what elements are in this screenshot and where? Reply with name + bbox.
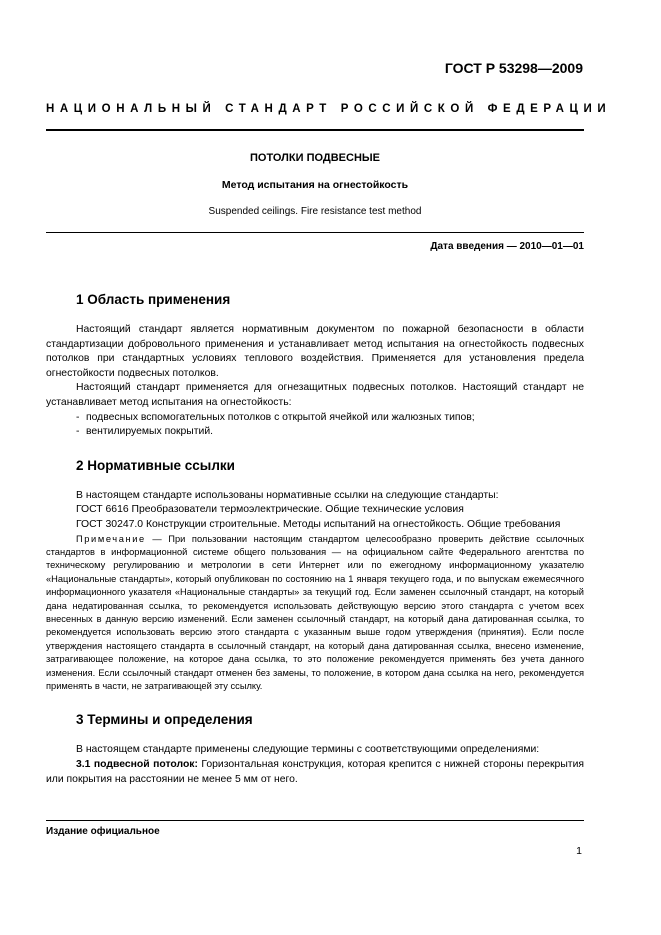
reference-item: ГОСТ 30247.0 Конструкции строительные. Методы испытаний на огнестойкость. Общие требования (76, 518, 561, 530)
section-terms-definitions (46, 711, 584, 787)
section-scope (46, 291, 584, 440)
note-label: Примечание (76, 533, 146, 544)
document-body (46, 291, 584, 787)
paragraph: В настоящем стандарте использованы нормативные ссылки на следующие стандарты: (76, 489, 499, 501)
section-heading: 1 Область применения (76, 292, 231, 307)
paragraph: В настоящем стандарте применены следующие термины с соответствующими определениями: (76, 744, 540, 756)
list-item-text: вентилируемых покрытий. (86, 426, 214, 438)
term-definition (46, 758, 584, 787)
term-definition-text: Горизонтальная конструкция, которая крепится с нижней стороны перекрытия или покрытия на расстоянии не менее 5 мм от него. (46, 759, 584, 785)
exclusion-list (46, 411, 584, 440)
list-item-text: подвесных вспомогательных потолков с открытой ячейкой или жалюзных типов; (86, 411, 475, 423)
section-heading: 2 Нормативные ссылки (76, 457, 235, 473)
note-text: — При пользовании настоящим стандартом целесообразно проверить действие ссылочных стандартов в информационной системе общего пользования — на официальном сайте Федерального агентства по техническому регулированию и метрологии в сети Интернет или по ежегодному информационному указателю «Национальные стандарты», который опубликован по состоянию на 1 января текущего года, и по выпускам ежемесячного информационного указателя «Национальные стандарты» за текущий год. Если заменен ссылочный стандарт, на который дана недатированная ссылка, то рекомендуется использовать действующую версию этого стандарта с учетом всех внесенных в данную версию изменений. Если заменен ссылочный стандарт, на который дана датированная ссылка, то рекомендуется использовать версию этого стандарта с указанным выше годом утверждения (принятия). Если после утверждения настоящего стандарта в ссылочный стандарт, на который дана датированная ссылка, внесено изменение, затрагивающее положение, на которое дана ссылка, то это положение рекомендуется применять без учета данного изменения. Если ссылочный стандарт отменен без замены, то положение, в котором дана ссылка на него, рекомендуется применять в части, не затрагивающей эту ссылку. (46, 533, 584, 691)
reference-item: ГОСТ 6616 Преобразователи термоэлектрические. Общие технические условия (76, 504, 464, 516)
list-item: - вентилируемых покрытий. (76, 426, 214, 438)
document-subtitle: Метод испытания на огнестойкость (221, 179, 409, 191)
document-title: ПОТОЛКИ ПОДВЕСНЫЕ (249, 152, 380, 164)
standard-banner: НАЦИОНАЛЬНЫЙ СТАНДАРТ РОССИЙСКОЙ ФЕДЕРАЦИИ (46, 103, 612, 115)
header-divider-thick (46, 129, 584, 131)
edition-label: Издание официальное (46, 826, 160, 837)
section-heading: 3 Термины и определения (76, 712, 253, 728)
document-number: ГОСТ Р 53298—2009 (444, 60, 583, 76)
list-item: - подвесных вспомогательных потолков с открытой ячейкой или жалюзных типов; (76, 411, 475, 423)
term-name: 3.1 подвесной потолок: (76, 759, 198, 770)
paragraph: Настоящий стандарт является нормативным документом по пожарной безопасности в области стандартизации добровольного применения и устанавливает метод испытания на огнестойкость подвесных потолков при стандартных условиях теплового воздействия. Применяется для установления предела огнестойкости подвесных потолков. (46, 324, 584, 379)
page-number: 1 (576, 845, 582, 857)
footer-divider (46, 820, 584, 821)
document-title-english: Suspended ceilings. Fire resistance test method (208, 206, 422, 217)
header-divider-thin (46, 232, 584, 233)
section-normative-references (46, 457, 584, 694)
note (46, 533, 584, 694)
paragraph: Настоящий стандарт применяется для огнезащитных подвесных потолков. Настоящий стандарт не устанавливает метод испытания на огнестойкость: (46, 382, 584, 408)
introduction-date: Дата введения — 2010—01—01 (430, 241, 584, 252)
